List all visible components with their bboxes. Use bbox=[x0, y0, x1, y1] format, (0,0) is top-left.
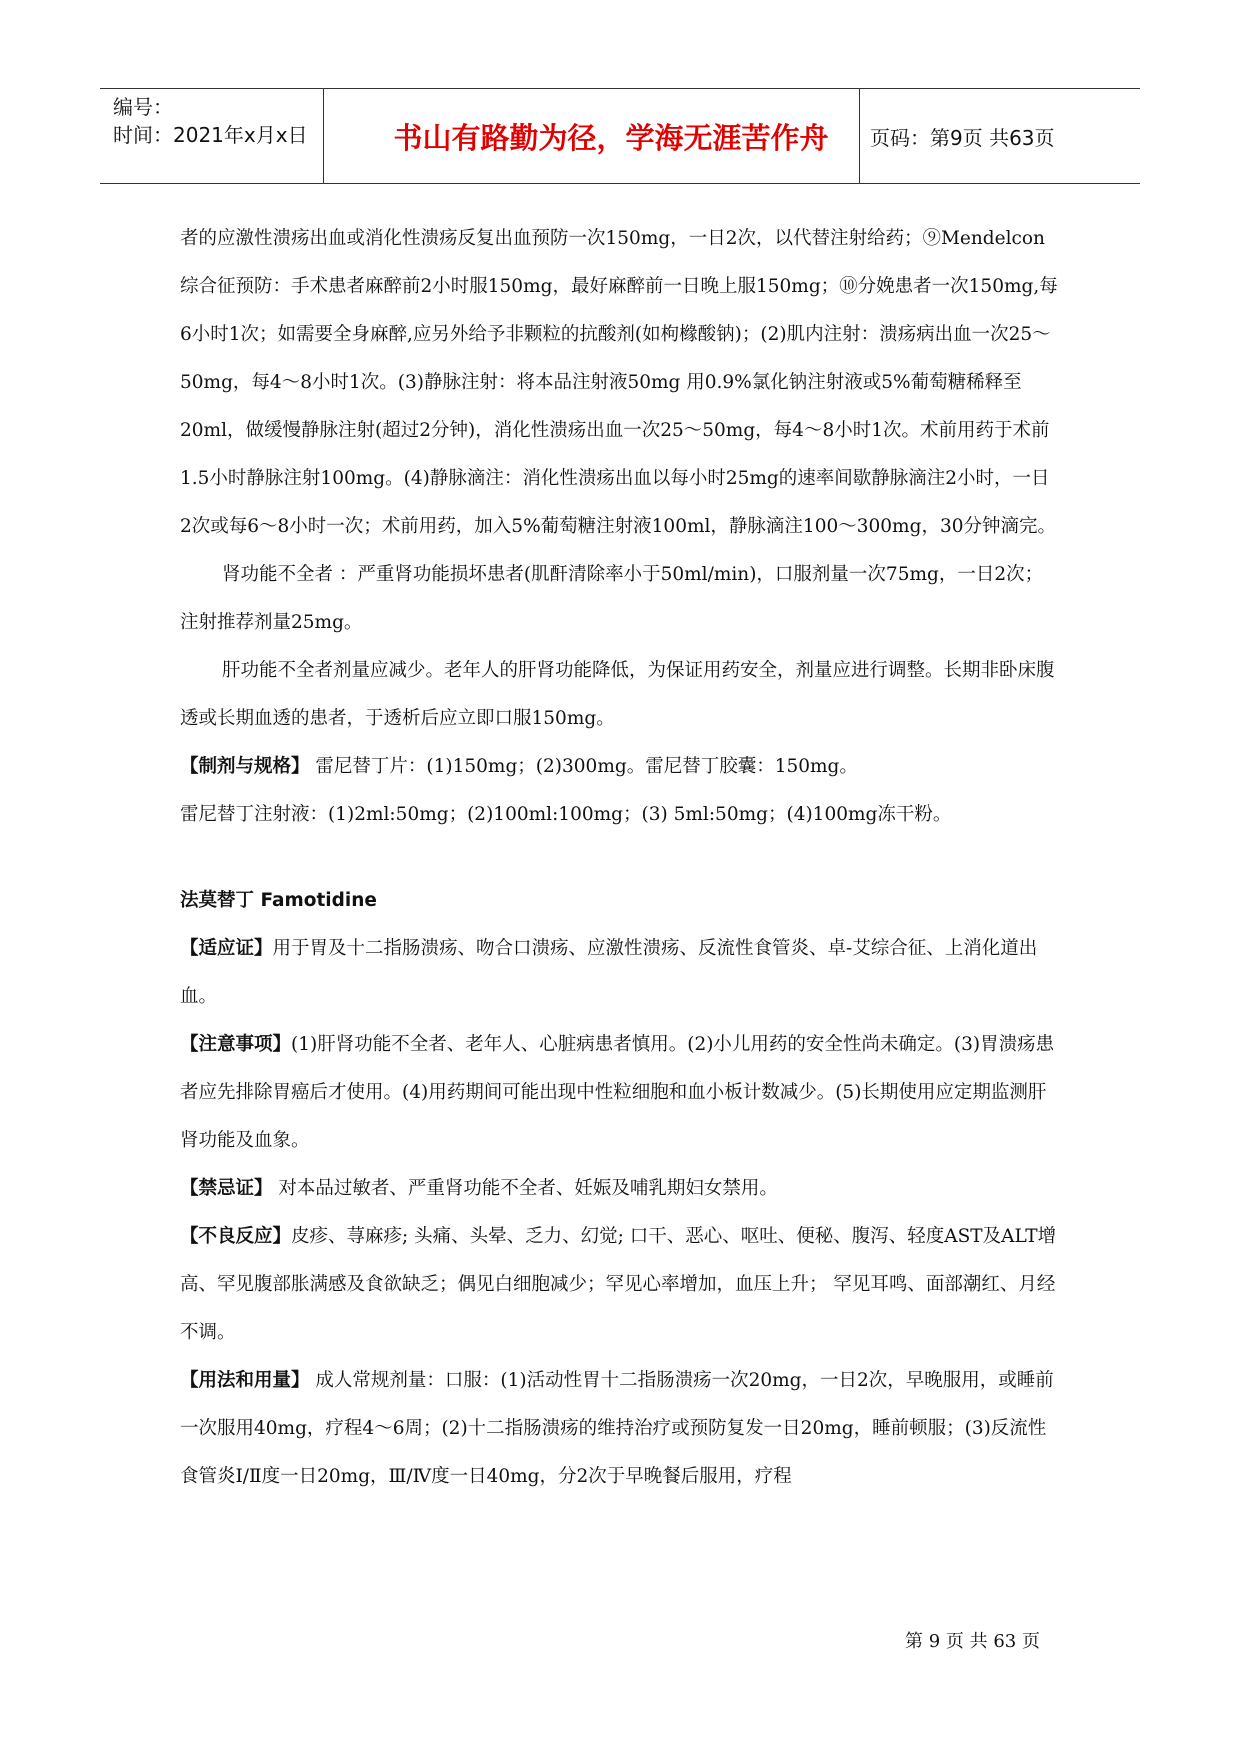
indication-paragraph bbox=[180, 925, 1060, 1021]
usage-text: 成人常规剂量：口服：(1)活动性胃十二指肠溃疡一次20mg，一日2次，早晚服用，或睡前一次服用40mg，疗程4～6周；(2)十二指肠溃疡的维持治疗或预防复发一日20mg，睡前顿服；(3)反流性食管炎Ⅰ/Ⅱ度一日20mg，Ⅲ/Ⅳ度一日40mg，分2次于早晚餐后服用，疗程 bbox=[180, 1370, 1054, 1487]
contraindication-label: 【禁忌证】 bbox=[180, 1178, 273, 1199]
time-label: 时间：2021年x月x日 bbox=[113, 123, 308, 147]
spec-injection-paragraph: 雷尼替丁注射液：(1)2ml:50mg；(2)100ml:100mg；(3) 5ml:50mg；(4)100mg冻干粉。 bbox=[180, 804, 952, 825]
famotidine-title: 法莫替丁 Famotidine bbox=[180, 890, 377, 911]
header-divider bbox=[323, 89, 324, 183]
page-header bbox=[100, 88, 1140, 184]
spec-text: 雷尼替丁片：(1)150mg；(2)300mg。雷尼替丁胶囊：150mg。 bbox=[309, 756, 858, 777]
adverse-label: 【不良反应】 bbox=[180, 1226, 292, 1247]
spec-label: 【制剂与规格】 bbox=[180, 756, 310, 777]
usage-label: 【用法和用量】 bbox=[180, 1370, 310, 1391]
header-meta bbox=[113, 93, 308, 149]
ranitidine-usage-paragraph: 者的应激性溃疡出血或消化性溃疡反复出血预防一次150mg，一日2次，以代替注射给药；⑨Mendelcon综合征预防：手术患者麻醉前2小时服150mg，最好麻醉前一日晚上服150mg；⑩分娩患者一次150mg,每6小时1次；如需要全身麻醉,应另外给予非颗粒的抗酸剂(如枸橼酸钠)；(2)肌内注射：溃疡病出血一次25～50mg，每4～8小时1次。(3)静脉注射：将本品注射液50mg 用0.9%氯化钠注射液或5%葡萄糖稀释至20ml，做缓慢静脉注射(超过2分钟)，消化性溃疡出血一次25～50mg，每4～8小时1次。术前用药于术前1.5小时静脉注射100mg。(4)静脉滴注：消化性溃疡出血以每小时25mg的速率间歇静脉滴注2小时，一日2次或每6～8小时一次；术前用药，加入5%葡萄糖注射液100ml，静脉滴注100～300mg，30分钟滴完。 bbox=[180, 228, 1058, 537]
contraindication-text: 对本品过敏者、严重肾功能不全者、妊娠及哺乳期妇女禁用。 bbox=[272, 1178, 778, 1199]
adverse-text: 皮疹、荨麻疹; 头痛、头晕、乏力、幻觉; 口干、恶心、呕吐、便秘、腹泻、轻度AST及ALT增高、罕见腹部胀满感及食欲缺乏；偶见白细胞减少；罕见心率增加，血压上升； 罕见耳鸣、面部潮红、月经不调。 bbox=[180, 1226, 1057, 1343]
renal-insufficiency-paragraph: 肾功能不全者 ：严重肾功能损坏患者(肌酐清除率小于50ml/min)，口服剂量一次75mg，一日2次；注射推荐剂量25mg。 bbox=[180, 564, 1044, 633]
header-divider bbox=[859, 89, 860, 183]
number-label: 编号： bbox=[113, 95, 173, 119]
contraindication-paragraph bbox=[180, 1165, 1060, 1213]
caution-paragraph bbox=[180, 1021, 1060, 1165]
caution-label: 【注意事项】 bbox=[180, 1034, 292, 1055]
page-footer: 第 9 页 共 63 页 bbox=[905, 1631, 1040, 1652]
hepatic-insufficiency-paragraph: 肝功能不全者剂量应减少。老年人的肝肾功能降低，为保证用药安全，剂量应进行调整。长期非卧床腹透或长期血透的患者，于透析后应立即口服150mg。 bbox=[180, 660, 1055, 729]
header-motto: 书山有路勤为径，学海无涯苦作舟 bbox=[393, 120, 829, 155]
adverse-paragraph bbox=[180, 1213, 1060, 1357]
indication-label: 【适应证】 bbox=[180, 938, 273, 959]
header-page-label: 页码：第9页 共63页 bbox=[870, 125, 1055, 150]
section-gap bbox=[180, 839, 1060, 877]
document-body bbox=[180, 215, 1060, 1501]
caution-text: (1)肝肾功能不全者、老年人、心脏病患者慎用。(2)小儿用药的安全性尚未确定。(3)胃溃疡患者应先排除胃癌后才使用。(4)用药期间可能出现中性粒细胞和血小板计数减少。(5)长期使用应定期监测肝肾功能及血象。 bbox=[180, 1034, 1055, 1151]
spec-paragraph bbox=[180, 743, 1060, 791]
usage-paragraph bbox=[180, 1357, 1060, 1501]
indication-text: 用于胃及十二指肠溃疡、吻合口溃疡、应激性溃疡、反流性食管炎、卓-艾综合征、上消化道出血。 bbox=[180, 938, 1038, 1007]
